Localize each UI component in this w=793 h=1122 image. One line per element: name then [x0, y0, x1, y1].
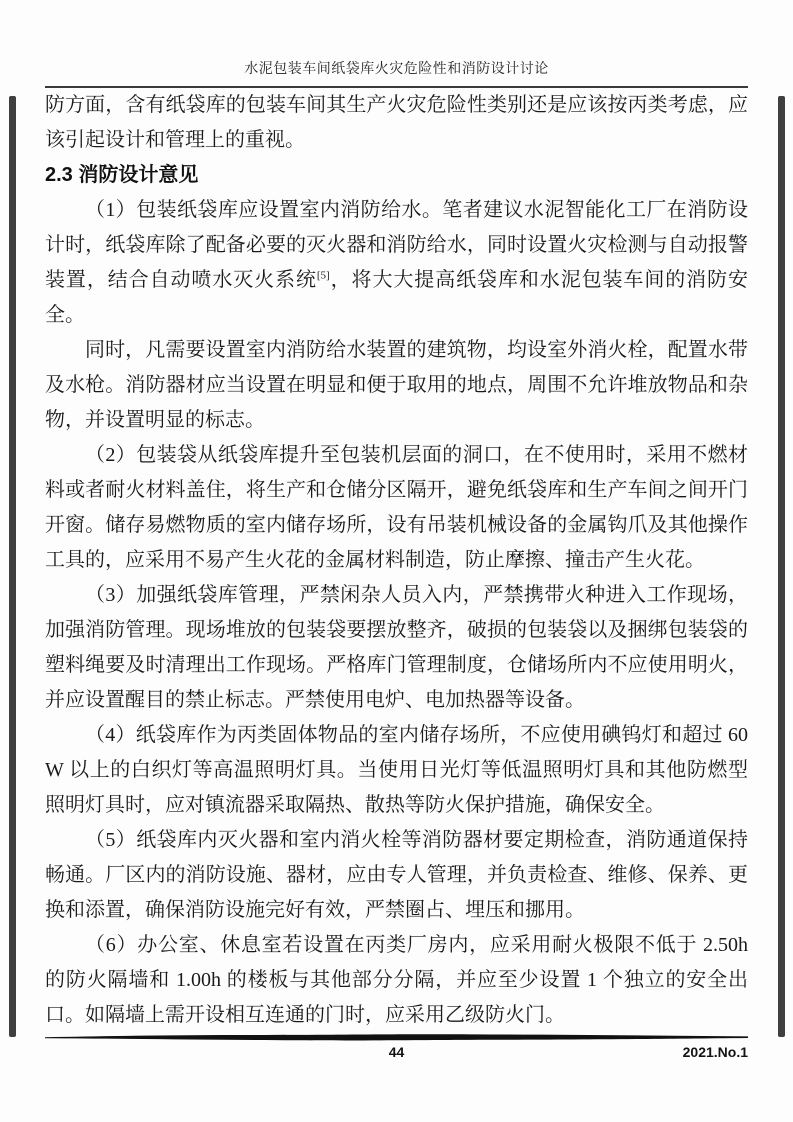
text-run: 2.3 消防设计意见 [45, 164, 199, 186]
text-run: 防方面，含有纸袋库的包装车间其生产火灾危险性类别还是应该按丙类考虑，应该引起设计和管理上的重视。 [45, 94, 748, 151]
text-run: （6）办公室、休息室若设置在丙类厂房内，应采用耐火极限不低于 2.50h 的防火隔墙和 1.00h 的楼板与其他部分分隔，并应至少设置 1 个独立的安全出口。如隔墙上需开设相互连通的门时，应采用乙级防火门。 [45, 934, 748, 1026]
text-run: （4）纸袋库作为丙类固体物品的室内储存场所，不应使用碘钨灯和超过 60W 以上的白织灯等高温照明灯具。当使用日光灯等低温照明灯具和其他防燃型照明灯具时，应对镇流器采取隔热、散热等防火保护措施，确保安全。 [45, 724, 748, 816]
page-title: 水泥包装车间纸袋库火灾危险性和消防设计讨论 [244, 62, 549, 77]
paragraph [45, 333, 748, 438]
citation-superscript: [5] [316, 269, 330, 282]
text-run: （2）包装袋从纸袋库提升至包装机层面的洞口，在不使用时，采用不燃材料或者耐火材料盖住，将生产和仓储分区隔开，避免纸袋库和生产车间之间开门开窗。储存易燃物质的室内储存场所，设有吊装机械设备的金属钩爪及其他操作工具的，应采用不易产生火花的金属材料制造，防止摩擦、撞击产生火花。 [45, 444, 748, 571]
paragraph [45, 928, 748, 1033]
section-heading [45, 158, 748, 193]
paragraph [45, 823, 748, 928]
paragraph [45, 193, 748, 333]
issue-label: 2021.No.1 [682, 1044, 748, 1060]
paragraph [45, 718, 748, 823]
running-header [0, 0, 793, 88]
scan-edge-left-bar [9, 96, 16, 1037]
paragraph [45, 438, 748, 578]
text-run: （5）纸袋库内灭火器和室内消火栓等消防器材要定期检查，消防通道保持畅通。厂区内的消防设施、器材，应由专人管理，并负责检查、维修、保养、更换和添置，确保消防设施完好有效，严禁圈占、埋压和挪用。 [45, 829, 748, 921]
paragraph [45, 578, 748, 718]
text-run: （3）加强纸袋库管理，严禁闲杂人员入内，严禁携带火种进入工作现场，加强消防管理。现场堆放的包装袋要摆放整齐，破损的包装袋以及捆绑包装袋的塑料绳要及时清理出工作现场。严格库门管理制度，仓储场所内不应使用明火，并应设置醒目的禁止标志。严禁使用电炉、电加热器等设备。 [45, 584, 748, 711]
text-run: 同时，凡需要设置室内消防给水装置的建筑物，均设室外消火栓，配置水带及水枪。消防器材应当设置在明显和便于取用的地点，周围不允许堆放物品和杂物，并设置明显的标志。 [45, 339, 748, 431]
footer-rule [45, 1032, 748, 1043]
document-body [45, 88, 748, 1033]
text-run: ，将大大提高纸袋库和水泥包装车间的消防安全。 [45, 269, 749, 326]
paragraph [45, 88, 748, 158]
page-footer [45, 1032, 748, 1060]
scan-edge-right-bar [778, 96, 785, 1037]
text-run: （1）包装纸袋库应设置室内消防给水。笔者建议水泥智能化工厂在消防设计时，纸袋库除了配备必要的灭火器和消防给水，同时设置火灾检测与自动报警装置，结合自动喷水灭火系统 [45, 199, 748, 291]
footer-row [45, 1044, 748, 1060]
page-number: 44 [388, 1044, 405, 1060]
